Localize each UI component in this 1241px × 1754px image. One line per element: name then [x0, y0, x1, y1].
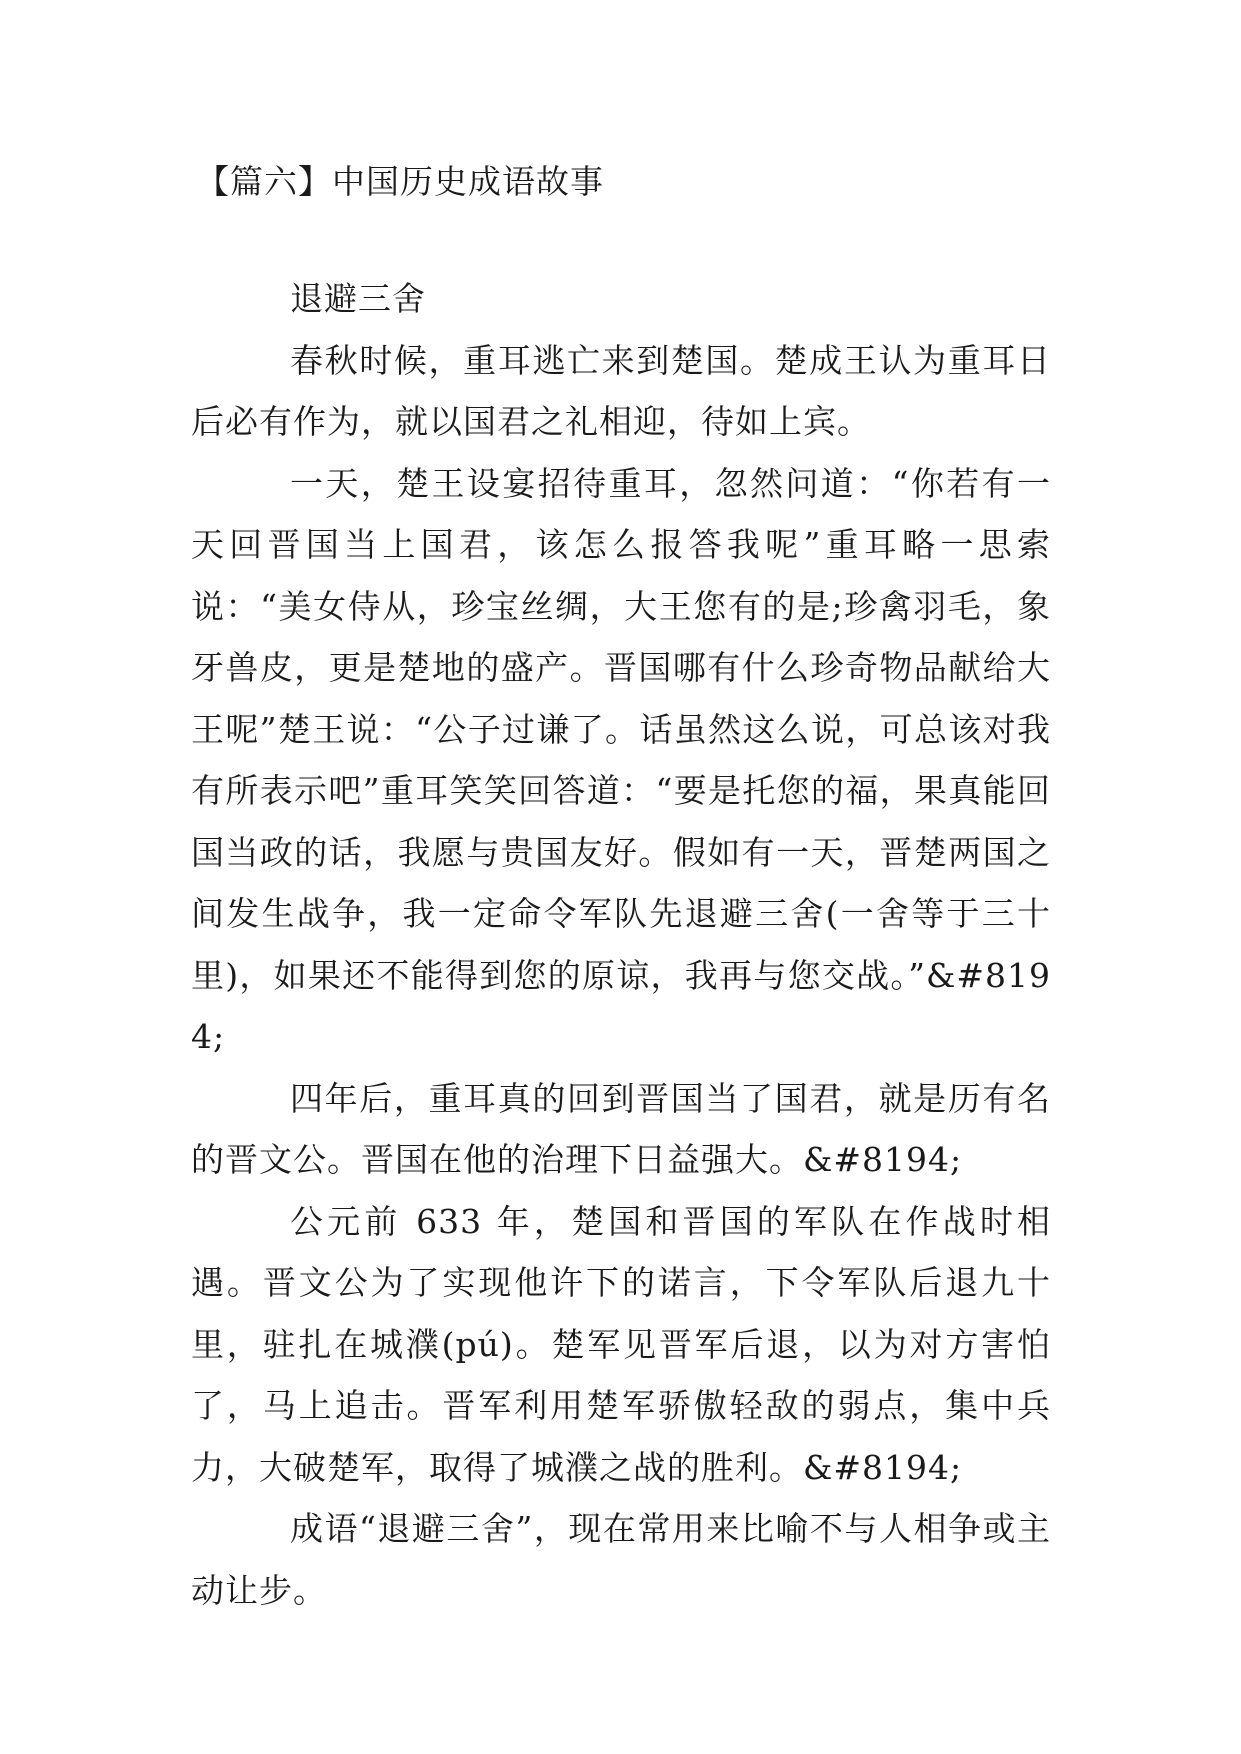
paragraph: 四年后，重耳真的回到晋国当了国君，就是历有名的晋文公。晋国在他的治理下日益强大。&#8194; — [191, 1078, 1051, 1179]
story-title: 退避三舍 — [290, 279, 426, 318]
document-heading: 【篇六】中国历史成语故事 — [196, 162, 604, 201]
paragraph: 一天，楚王设宴招待重耳，忽然问道：“你若有一天回晋国当上国君，该怎么报答我呢”重耳略一思索说：“美女侍从，珍宝丝绸，大王您有的是;珍禽羽毛，象牙兽皮，更是楚地的盛产。晋国哪有什么珍奇物品献给大王呢”楚王说：“公子过谦了。话虽然这么说，可总该对我有所表示吧”重耳笑笑回答道：“要是托您的福，果真能回国当政的话，我愿与贵国友好。假如有一天，晋楚两国之间发生战争，我一定命令军队先退避三舍(一舍等于三十里)，如果还不能得到您的原谅，我再与您交战。”&#8194; — [191, 463, 1051, 1056]
paragraph: 公元前 633 年，楚国和晋国的军队在作战时相遇。晋文公为了实现他许下的诺言，下令军队后退九十里，驻扎在城濮(pú)。楚军见晋军后退，以为对方害怕了，马上追击。晋军利用楚军骄傲轻敌的弱点，集中兵力，大破楚军，取得了城濮之战的胜利。&#8194; — [191, 1201, 1051, 1487]
paragraph: 成语“退避三舍”，现在常用来比喻不与人相争或主动让步。 — [191, 1509, 1051, 1610]
paragraph: 春秋时候，重耳逃亡来到楚国。楚成王认为重耳日后必有作为，就以国君之礼相迎，待如上宾。 — [191, 340, 1051, 441]
document-body — [191, 268, 1051, 1621]
